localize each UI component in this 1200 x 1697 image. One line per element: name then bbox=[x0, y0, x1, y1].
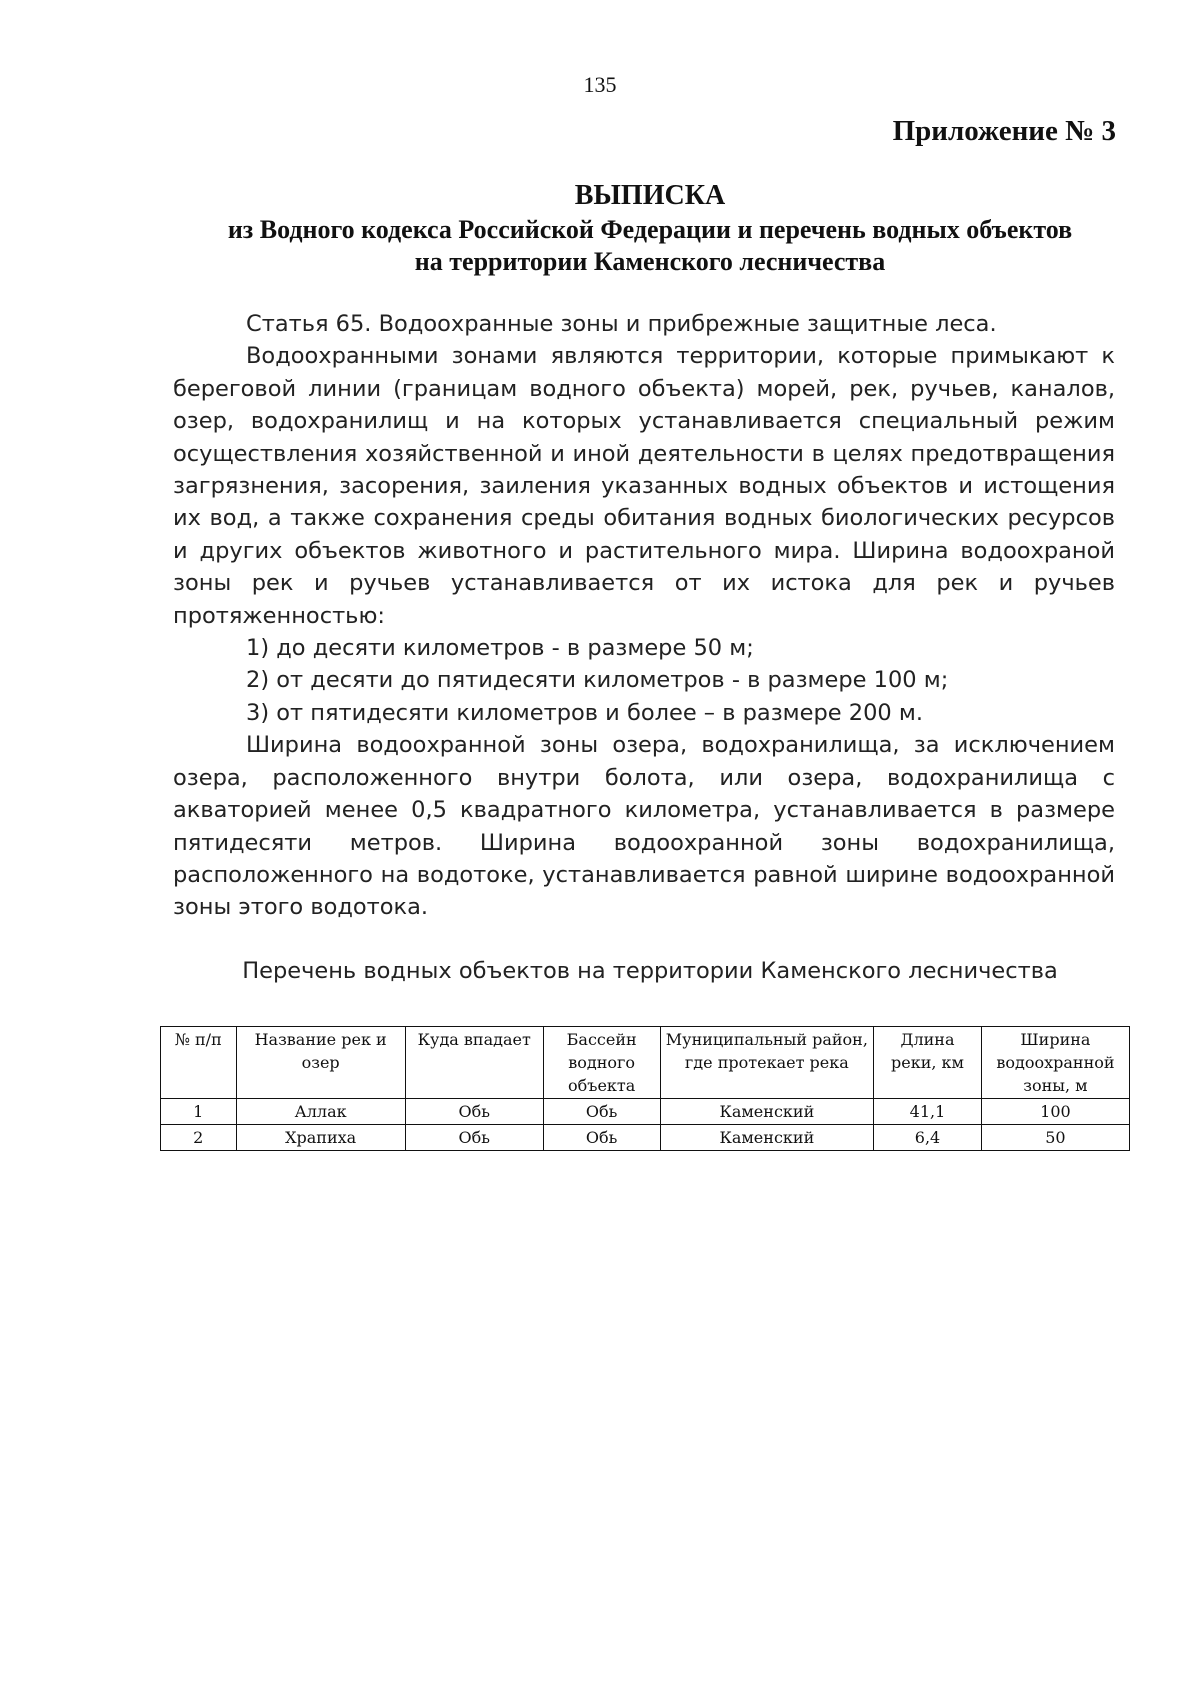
cell-district: Каменский bbox=[660, 1099, 874, 1125]
list-item: 2) от десяти до пятидесяти километров - в размере 100 м; bbox=[246, 667, 949, 694]
cell-zone-width: 100 bbox=[981, 1099, 1129, 1125]
table-row bbox=[161, 1125, 1130, 1151]
header-flows-into: Куда впадает bbox=[405, 1027, 543, 1099]
list-item: 3) от пятидесяти километров и более – в размере 200 м. bbox=[246, 699, 923, 726]
paragraph-water-protection-zones: Водоохранными зонами являются территории, которые примыкают к береговой линии (границам водного объекта) морей, рек, ручьев, каналов, озер, водохранилищ и на которых устанавливается специальный режим осуществления хозяйственной и иной деятельности в целях предотвращения загрязнения, засорения, заиления указанных водных объектов и истощения их вод, а также сохранения среды обитания водных биологических ресурсов и других объектов животного и растительного мира. Ширина водоохраной зоны рек и ручьев устанавливается от их истока для рек и ручьев протяженностью: bbox=[173, 343, 1115, 629]
cell-number: 1 bbox=[161, 1099, 237, 1125]
water-objects-table bbox=[160, 1026, 1130, 1151]
cell-length: 6,4 bbox=[874, 1125, 982, 1151]
cell-district: Каменский bbox=[660, 1125, 874, 1151]
appendix-label: Приложение № 3 bbox=[892, 115, 1116, 147]
header-length: Длина реки, км bbox=[874, 1027, 982, 1099]
document-body bbox=[173, 308, 1115, 924]
header-zone-width: Ширина водоохранной зоны, м bbox=[981, 1027, 1129, 1099]
header-basin: Бассейн водного объекта bbox=[543, 1027, 660, 1099]
cell-zone-width: 50 bbox=[981, 1125, 1129, 1151]
article-title: Статья 65. Водоохранные зоны и прибрежные защитные леса. bbox=[246, 311, 997, 337]
table-caption: Перечень водных объектов на территории Каменского лесничества bbox=[242, 958, 1058, 984]
title-main: ВЫПИСКА bbox=[574, 180, 726, 211]
title-line-2: на территории Каменского лесничества bbox=[414, 247, 886, 276]
header-number: № п/п bbox=[161, 1027, 237, 1099]
page-number: 135 bbox=[583, 72, 617, 97]
title-line-1: из Водного кодекса Российской Федерации и перечень водных объектов bbox=[227, 215, 1073, 244]
paragraph-lake-zone-width: Ширина водоохранной зоны озера, водохранилища, за исключением озера, расположенного внутри болота, или озера, водохранилища с акваторией менее 0,5 квадратного километра, устанавливается в размере пятидесяти метров. Ширина водоохранной зоны водохранилища, расположенного на водотоке, устанавливается равной ширине водоохранной зоны этого водотока. bbox=[173, 732, 1115, 921]
cell-length: 41,1 bbox=[874, 1099, 982, 1125]
table-row bbox=[161, 1099, 1130, 1125]
table-header-row bbox=[161, 1027, 1130, 1099]
cell-number: 2 bbox=[161, 1125, 237, 1151]
cell-name: Храпиха bbox=[236, 1125, 405, 1151]
cell-basin: Обь bbox=[543, 1099, 660, 1125]
cell-flows-into: Обь bbox=[405, 1125, 543, 1151]
cell-name: Аллак bbox=[236, 1099, 405, 1125]
cell-basin: Обь bbox=[543, 1125, 660, 1151]
list-item: 1) до десяти километров - в размере 50 м; bbox=[246, 635, 754, 662]
document-title bbox=[120, 178, 1180, 278]
header-district: Муниципальный район, где протекает река bbox=[660, 1027, 874, 1099]
cell-flows-into: Обь bbox=[405, 1099, 543, 1125]
header-name: Название рек и озер bbox=[236, 1027, 405, 1099]
